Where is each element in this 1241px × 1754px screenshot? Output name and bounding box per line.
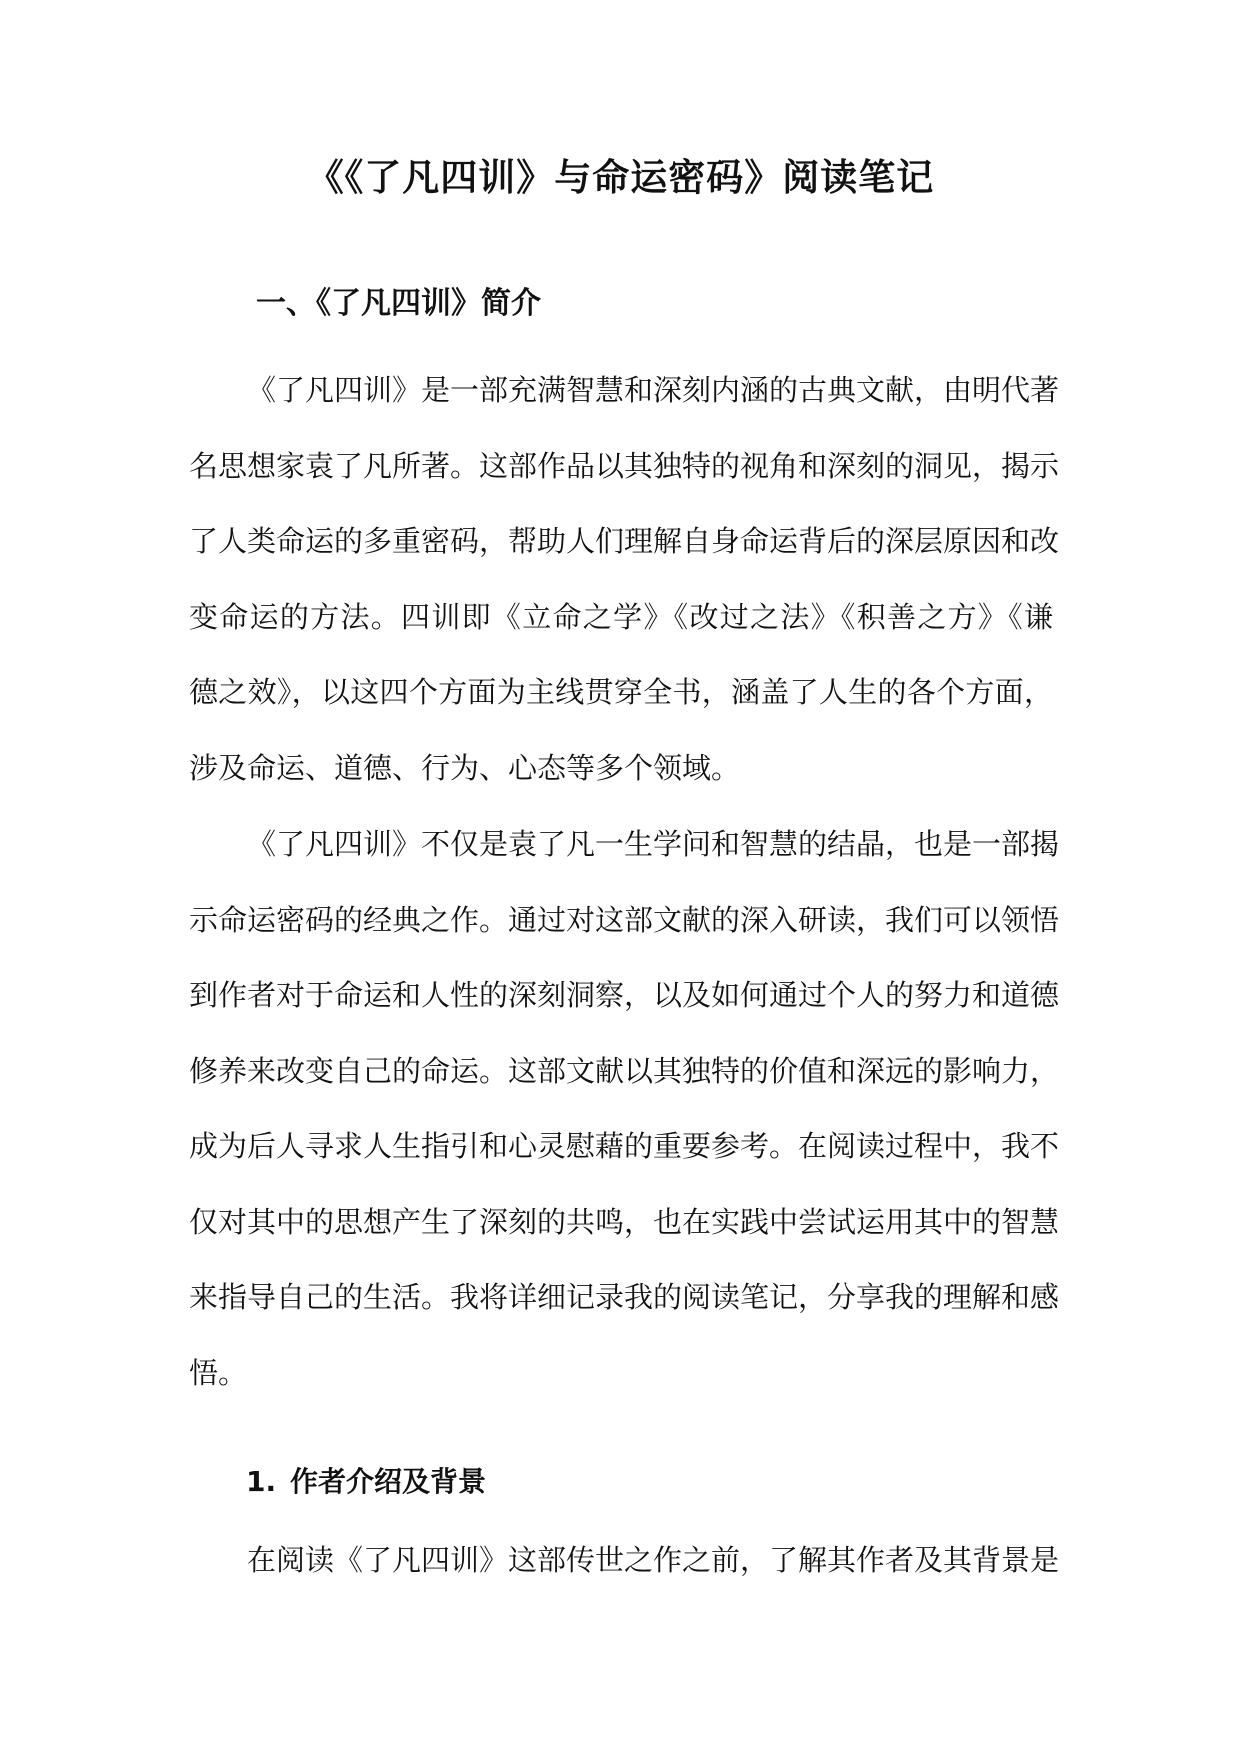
paragraph-significance bbox=[189, 807, 1060, 1411]
paragraph-line: 《了凡四训》不仅是袁了凡一生学问和智慧的结晶，也是一部揭 bbox=[247, 827, 1060, 861]
paragraph-line: 《了凡四训》是一部充满智慧和深刻内涵的古典文献，由明代著 bbox=[247, 373, 1060, 407]
subsection-number: 1. bbox=[246, 1465, 277, 1498]
paragraph-line: 仅对其中的思想产生了深刻的共鸣，也在实践中尝试运用其中的智慧 bbox=[189, 1204, 1060, 1239]
paragraph-introduction bbox=[189, 353, 1060, 806]
subsection-heading-author bbox=[246, 1460, 486, 1504]
paragraph-line: 修养来改变自己的命运。这部文献以其独特的价值和深远的影响力， bbox=[189, 1053, 1060, 1088]
paragraph-line: 悟。 bbox=[189, 1355, 248, 1390]
paragraph-line: 名思想家袁了凡所著。这部作品以其独特的视角和深刻的洞见，揭示 bbox=[189, 448, 1060, 483]
paragraph-line: 变命运的方法。四训即《立命之学》《改过之法》《积善之方》《谦 bbox=[189, 599, 1053, 634]
paragraph-line: 来指导自己的生活。我将详细记录我的阅读笔记，分享我的理解和感 bbox=[189, 1280, 1060, 1314]
paragraph-line: 示命运密码的经典之作。通过对这部文献的深入研读，我们可以领悟 bbox=[189, 902, 1060, 937]
paragraph-author-background bbox=[189, 1523, 1060, 1599]
paragraph-line: 到作者对于命运和人性的深刻洞察，以及如何通过个人的努力和道德 bbox=[189, 978, 1060, 1012]
paragraph-line: 涉及命运、道德、行为、心态等多个领域。 bbox=[189, 750, 741, 785]
paragraph-line: 了人类命运的多重密码，帮助人们理解自身命运背后的深层原因和改 bbox=[189, 524, 1060, 558]
paragraph-line: 德之效》，以这四个方面为主线贯穿全书，涵盖了人生的各个方面， bbox=[189, 675, 1053, 709]
paragraph-line: 成为后人寻求人生指引和心灵慰藉的重要参考。在阅读过程中，我不 bbox=[189, 1129, 1060, 1163]
document-title: 《《了凡四训》与命运密码》阅读笔记 bbox=[306, 156, 935, 199]
subsection-label: 作者介绍及背景 bbox=[290, 1465, 487, 1498]
section-heading-introduction: 一、《了凡四训》简介 bbox=[256, 286, 541, 321]
paragraph-line: 在阅读《了凡四训》这部传世之作之前，了解其作者及其背景是 bbox=[247, 1543, 1060, 1577]
